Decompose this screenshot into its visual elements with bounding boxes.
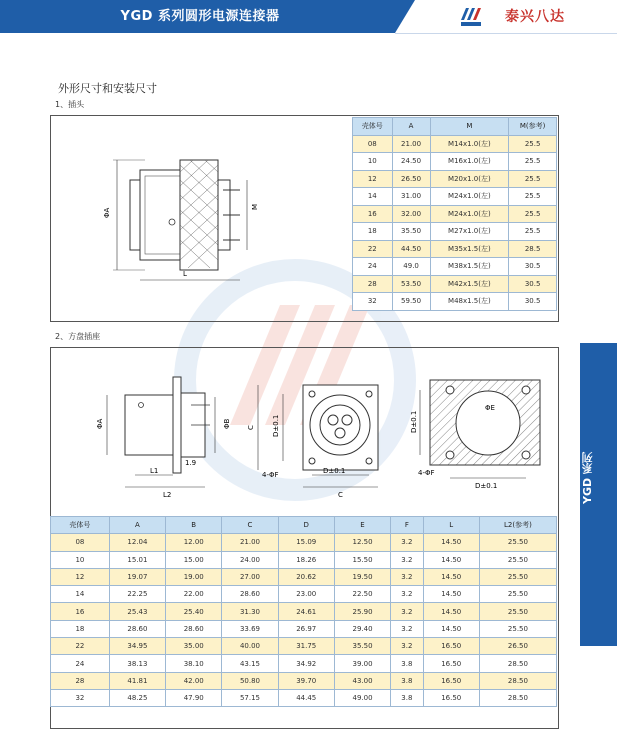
socket-table-row [51, 586, 557, 603]
socket-table-cell: 14.50 [423, 586, 479, 603]
socket-table-cell: 3.2 [391, 638, 423, 655]
socket-label: 2、方盘插座 [55, 332, 101, 341]
plug-table-row [353, 240, 557, 258]
socket-table-cell: 14.50 [423, 620, 479, 637]
socket-dim-f: 4-ΦF [262, 471, 279, 479]
socket-table-cell: 3.2 [391, 603, 423, 620]
plug-table-cell: 28 [353, 275, 393, 293]
socket-dim-19: 1.9 [185, 459, 197, 467]
socket-table-cell: 14.50 [423, 534, 479, 551]
socket-table-cell: 15.01 [109, 551, 165, 568]
socket-table-cell: 28.60 [109, 620, 165, 637]
socket-table-cell: 28.50 [479, 689, 556, 706]
socket-table-cell: 44.45 [278, 689, 334, 706]
socket-table-row [51, 620, 557, 637]
socket-table-cell: 3.2 [391, 620, 423, 637]
plug-table-cell: 12 [353, 170, 393, 188]
plug-table-cell: 25.5 [509, 223, 557, 241]
socket-table-cell: 27.00 [222, 568, 278, 585]
cutout-dim-f: 4-ΦF [418, 469, 435, 477]
plug-table-cell: 25.5 [509, 153, 557, 171]
plug-table-cell: 25.5 [509, 188, 557, 206]
socket-table-cell: 19.00 [166, 568, 222, 585]
socket-table-row [51, 551, 557, 568]
socket-dim-b: ΦB [223, 418, 231, 429]
socket-table-cell: 19.07 [109, 568, 165, 585]
plug-table-row [353, 205, 557, 223]
socket-table-cell: 26.50 [479, 638, 556, 655]
socket-table-cell: 19.50 [334, 568, 390, 585]
socket-table-cell: 47.90 [166, 689, 222, 706]
socket-table-cell: 39.70 [278, 672, 334, 689]
socket-table-cell: 14.50 [423, 603, 479, 620]
socket-table-cell: 25.43 [109, 603, 165, 620]
socket-table-cell: 48.25 [109, 689, 165, 706]
plug-table-cell: 59.50 [392, 293, 430, 311]
socket-table-cell: 50.80 [222, 672, 278, 689]
socket-table-cell: 25.50 [479, 603, 556, 620]
series-sidebar [580, 343, 617, 646]
socket-table-header-cell: L2(参考) [479, 517, 556, 534]
plug-table-cell: 30.5 [509, 293, 557, 311]
cutout-dim-e: ΦE [485, 404, 495, 412]
socket-table-cell: 42.00 [166, 672, 222, 689]
socket-table-cell: 10 [51, 551, 110, 568]
socket-table-cell: 26.97 [278, 620, 334, 637]
socket-dim-l2: L2 [163, 491, 172, 499]
plug-table-cell: 28.5 [509, 240, 557, 258]
plug-table-cell: 53.50 [392, 275, 430, 293]
brand-area [395, 0, 617, 34]
brand-logo-icon [458, 4, 484, 28]
socket-table-header-cell: F [391, 517, 423, 534]
plug-dimension-table [352, 117, 557, 311]
plug-table-cell: 30.5 [509, 275, 557, 293]
socket-table-row [51, 689, 557, 706]
socket-table-row [51, 568, 557, 585]
plug-table-row [353, 223, 557, 241]
section-title: 外形尺寸和安装尺寸 [58, 82, 157, 95]
socket-table-cell: 43.00 [334, 672, 390, 689]
socket-table-cell: 16.50 [423, 638, 479, 655]
plug-table-header-cell: A [392, 118, 430, 136]
socket-dim-a: ΦA [96, 418, 104, 429]
socket-table-cell: 3.2 [391, 586, 423, 603]
socket-table-cell: 18.26 [278, 551, 334, 568]
plug-table-row [353, 258, 557, 276]
brand-name: 泰兴八达 [505, 9, 565, 25]
socket-table-cell: 39.00 [334, 655, 390, 672]
socket-table-cell: 15.50 [334, 551, 390, 568]
socket-table-cell: 38.10 [166, 655, 222, 672]
plug-table-cell: 21.00 [392, 135, 430, 153]
socket-table-cell: 12.04 [109, 534, 165, 551]
socket-table-header-cell: L [423, 517, 479, 534]
socket-table-cell: 22.50 [334, 586, 390, 603]
plug-label: 1、插头 [55, 100, 85, 109]
socket-table-cell: 12.50 [334, 534, 390, 551]
socket-table-row [51, 603, 557, 620]
page-title: YGD 系列圆形电源连接器 [120, 9, 280, 24]
socket-side-drawing [95, 375, 235, 500]
plug-table-cell: M48x1.5(左) [430, 293, 509, 311]
socket-table-cell: 22.00 [166, 586, 222, 603]
socket-table-cell: 25.50 [479, 620, 556, 637]
socket-table-cell: 3.8 [391, 672, 423, 689]
plug-table-row [353, 135, 557, 153]
socket-table-header-cell: E [334, 517, 390, 534]
socket-table-cell: 28 [51, 672, 110, 689]
socket-table-header-cell: C [222, 517, 278, 534]
socket-table-header-cell: B [166, 517, 222, 534]
plug-table-cell: 08 [353, 135, 393, 153]
socket-table-cell: 40.00 [222, 638, 278, 655]
plug-table-header-cell: M [430, 118, 509, 136]
socket-table-cell: 25.50 [479, 568, 556, 585]
socket-dim-l1: L1 [150, 467, 159, 475]
plug-table-row [353, 170, 557, 188]
socket-table-header-cell: A [109, 517, 165, 534]
plug-table-cell: M27x1.0(左) [430, 223, 509, 241]
socket-table-cell: 21.00 [222, 534, 278, 551]
socket-table-cell: 3.2 [391, 568, 423, 585]
socket-table-cell: 18 [51, 620, 110, 637]
socket-table-header-cell: 壳体号 [51, 517, 110, 534]
socket-table-cell: 25.40 [166, 603, 222, 620]
plug-table-cell: 26.50 [392, 170, 430, 188]
socket-dim-c-vert: C [247, 425, 255, 430]
socket-table-cell: 20.62 [278, 568, 334, 585]
socket-table-cell: 12 [51, 568, 110, 585]
plug-table-cell: 25.5 [509, 135, 557, 153]
plug-dim-m: M [251, 203, 259, 210]
plug-table-row [353, 153, 557, 171]
plug-table-cell: M16x1.0(左) [430, 153, 509, 171]
socket-table-cell: 49.00 [334, 689, 390, 706]
plug-table-cell: M14x1.0(左) [430, 135, 509, 153]
plug-table-cell: 25.5 [509, 170, 557, 188]
socket-table-row [51, 672, 557, 689]
socket-table-cell: 31.75 [278, 638, 334, 655]
plug-table-cell: M24x1.0(左) [430, 205, 509, 223]
plug-table-cell: 30.5 [509, 258, 557, 276]
plug-table-cell: 32 [353, 293, 393, 311]
socket-table-cell: 22 [51, 638, 110, 655]
socket-dim-d-vert: D±0.1 [272, 414, 280, 437]
socket-table-row [51, 534, 557, 551]
socket-dimension-table [50, 516, 557, 707]
plug-table-cell: M42x1.5(左) [430, 275, 509, 293]
socket-table-cell: 24 [51, 655, 110, 672]
plug-table-cell: M24x1.0(左) [430, 188, 509, 206]
socket-table-cell: 38.13 [109, 655, 165, 672]
plug-table-row [353, 188, 557, 206]
socket-table-cell: 32 [51, 689, 110, 706]
plug-table-cell: 10 [353, 153, 393, 171]
plug-table-cell: 35.50 [392, 223, 430, 241]
socket-table-header-cell: D [278, 517, 334, 534]
socket-table-cell: 25.90 [334, 603, 390, 620]
socket-table-cell: 15.00 [166, 551, 222, 568]
socket-table-cell: 28.50 [479, 672, 556, 689]
sidebar-label: YGD 系列 [581, 452, 594, 504]
socket-table-cell: 28.50 [479, 655, 556, 672]
socket-table-cell: 33.69 [222, 620, 278, 637]
socket-table-cell: 29.40 [334, 620, 390, 637]
socket-table-cell: 15.09 [278, 534, 334, 551]
header-notch [395, 0, 415, 33]
cutout-dim-d-horiz: D±0.1 [475, 482, 498, 490]
socket-table-cell: 41.81 [109, 672, 165, 689]
socket-table-cell: 24.61 [278, 603, 334, 620]
socket-table-cell: 25.50 [479, 534, 556, 551]
plug-table-cell: 16 [353, 205, 393, 223]
plug-table-row [353, 275, 557, 293]
socket-table-cell: 34.95 [109, 638, 165, 655]
socket-table-cell: 34.92 [278, 655, 334, 672]
plug-table-cell: 49.0 [392, 258, 430, 276]
socket-table-cell: 14.50 [423, 568, 479, 585]
socket-dim-d-horiz: D±0.1 [323, 467, 346, 475]
socket-table-cell: 16.50 [423, 672, 479, 689]
socket-table-row [51, 638, 557, 655]
plug-table-cell: 24.50 [392, 153, 430, 171]
plug-table-header-cell: 壳体号 [353, 118, 393, 136]
plug-table-cell: 24 [353, 258, 393, 276]
plug-table-cell: M35x1.5(左) [430, 240, 509, 258]
socket-table-cell: 08 [51, 534, 110, 551]
socket-table-cell: 28.60 [166, 620, 222, 637]
socket-table-cell: 35.00 [166, 638, 222, 655]
socket-table-cell: 3.8 [391, 689, 423, 706]
plug-table-cell: 31.00 [392, 188, 430, 206]
plug-table-cell: 44.50 [392, 240, 430, 258]
socket-table-cell: 25.50 [479, 586, 556, 603]
plug-table-cell: 25.5 [509, 205, 557, 223]
plug-table-cell: M38x1.5(左) [430, 258, 509, 276]
plug-table-cell: 22 [353, 240, 393, 258]
socket-table-cell: 22.25 [109, 586, 165, 603]
socket-table-cell: 3.2 [391, 534, 423, 551]
socket-table-cell: 23.00 [278, 586, 334, 603]
socket-table-cell: 3.2 [391, 551, 423, 568]
socket-front-drawing [248, 375, 398, 500]
plug-drawing [95, 140, 270, 290]
plug-dim-a: ΦA [103, 207, 111, 218]
plug-table-cell: 18 [353, 223, 393, 241]
socket-table-cell: 57.15 [222, 689, 278, 706]
socket-table-cell: 24.00 [222, 551, 278, 568]
page-header [0, 0, 617, 33]
cutout-dim-d-vert: D±0.1 [410, 410, 418, 433]
plug-table-cell: M20x1.0(左) [430, 170, 509, 188]
socket-panel-cutout-drawing [410, 375, 555, 490]
socket-dim-c-horiz: C [338, 491, 343, 499]
socket-table-row [51, 655, 557, 672]
socket-table-cell: 31.30 [222, 603, 278, 620]
socket-table-cell: 12.00 [166, 534, 222, 551]
socket-table-cell: 16.50 [423, 655, 479, 672]
socket-table-cell: 43.15 [222, 655, 278, 672]
socket-table-cell: 16.50 [423, 689, 479, 706]
socket-table-cell: 14.50 [423, 551, 479, 568]
socket-table-cell: 3.8 [391, 655, 423, 672]
socket-table-cell: 14 [51, 586, 110, 603]
plug-table-cell: 14 [353, 188, 393, 206]
socket-table-cell: 25.50 [479, 551, 556, 568]
plug-table-cell: 32.00 [392, 205, 430, 223]
plug-table-row [353, 293, 557, 311]
socket-table-cell: 35.50 [334, 638, 390, 655]
socket-table-cell: 16 [51, 603, 110, 620]
socket-table-cell: 28.60 [222, 586, 278, 603]
plug-table-header-cell: M(参考) [509, 118, 557, 136]
plug-dim-l: L [183, 270, 187, 278]
